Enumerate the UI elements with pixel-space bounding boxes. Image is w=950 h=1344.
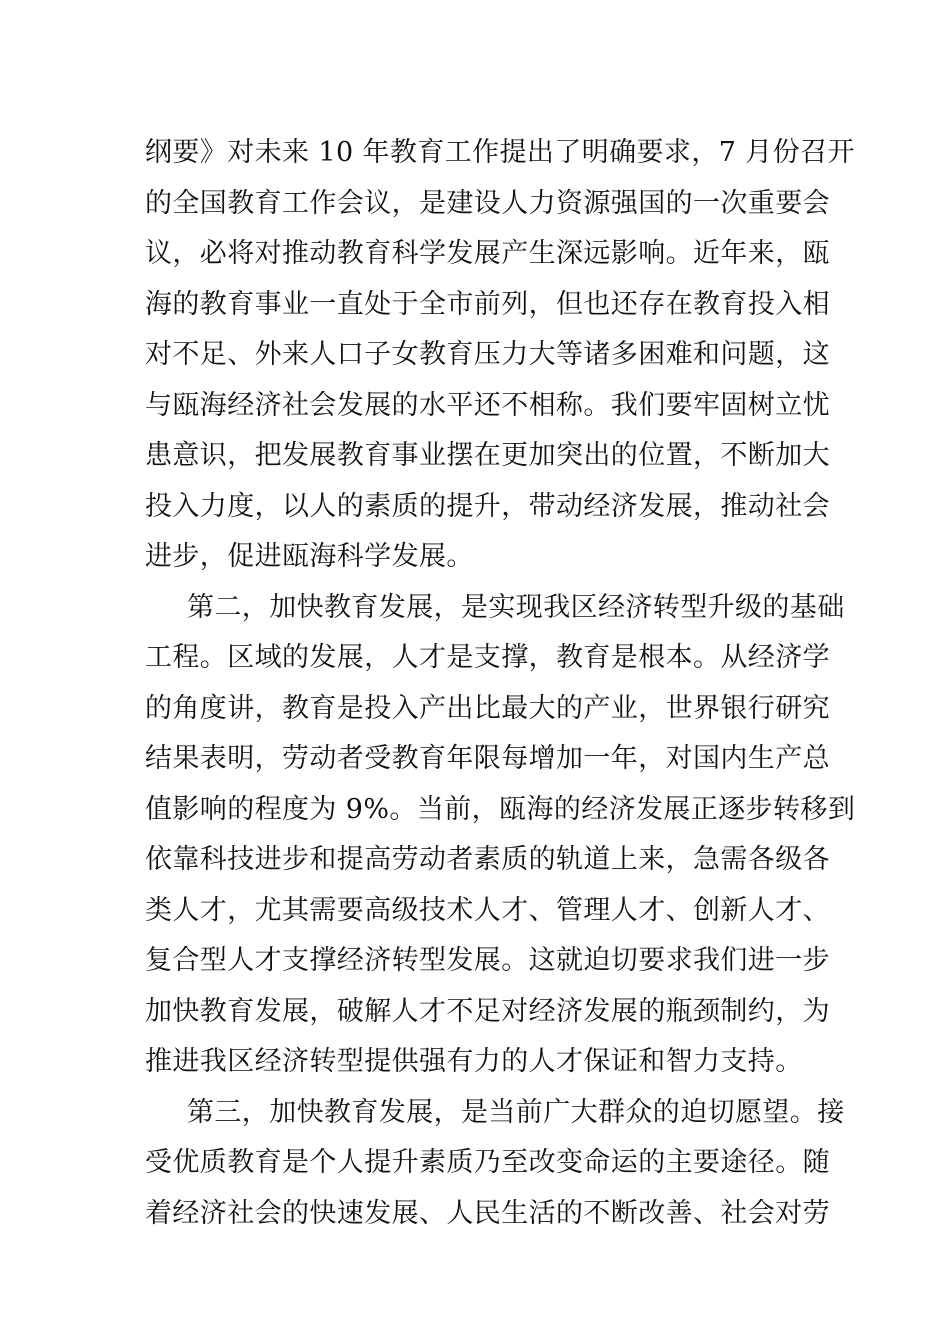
text-line: 纲要》对未来 10 年教育工作提出了明确要求，7 月份召开 [145, 137, 855, 168]
text-line: 受优质教育是个人提升素质乃至改变命运的主要途径。随 [145, 1147, 830, 1178]
text-line: 工程。区域的发展，人才是支撑，教育是根本。从经济学 [145, 642, 830, 673]
text-line: 与瓯海经济社会发展的水平还不相称。我们要牢固树立忧 [145, 389, 830, 421]
text-line: 推进我区经济转型提供强有力的人才保证和智力支持。 [145, 1046, 803, 1077]
text-line: 议，必将对推动教育科学发展产生深远影响。近年来，瓯 [145, 238, 830, 269]
text-line: 着经济社会的快速发展、人民生活的不断改善、社会对劳 [145, 1197, 830, 1229]
paragraph-start-line: 第二，加快教育发展，是实现我区经济转型升级的基础 [187, 591, 845, 623]
text-line: 投入力度，以人的素质的提升，带动经济发展，推动社会 [145, 490, 830, 522]
text-line: 海的教育事业一直处于全市前列，但也还存在教育投入相 [145, 288, 830, 320]
text-line: 依靠科技进步和提高劳动者素质的轨道上来，急需各级各 [145, 844, 830, 875]
text-line: 患意识，把发展教育事业摆在更加突出的位置，不断加大 [145, 440, 830, 471]
text-line: 类人才，尤其需要高级技术人才、管理人才、创新人才、 [145, 894, 830, 926]
text-line: 对不足、外来人口子女教育压力大等诸多困难和问题，这 [145, 339, 830, 370]
document-body [145, 128, 856, 1239]
text-line: 复合型人才支撑经济转型发展。这就迫切要求我们进一步 [145, 945, 830, 976]
text-line: 值影响的程度为 9%。当前，瓯海的经济发展正逐步转移到 [145, 793, 856, 825]
paragraph-start-line: 第三，加快教育发展，是当前广大群众的迫切愿望。接 [187, 1096, 845, 1128]
text-line: 加快教育发展，破解人才不足对经济发展的瓶颈制约，为 [145, 995, 830, 1027]
text-line: 结果表明，劳动者受教育年限每增加一年，对国内生产总 [145, 743, 830, 774]
text-line: 的角度讲，教育是投入产出比最大的产业，世界银行研究 [145, 692, 830, 724]
text-line: 进步，促进瓯海科学发展。 [145, 541, 474, 572]
text-line: 的全国教育工作会议，是建设人力资源强国的一次重要会 [145, 187, 830, 219]
